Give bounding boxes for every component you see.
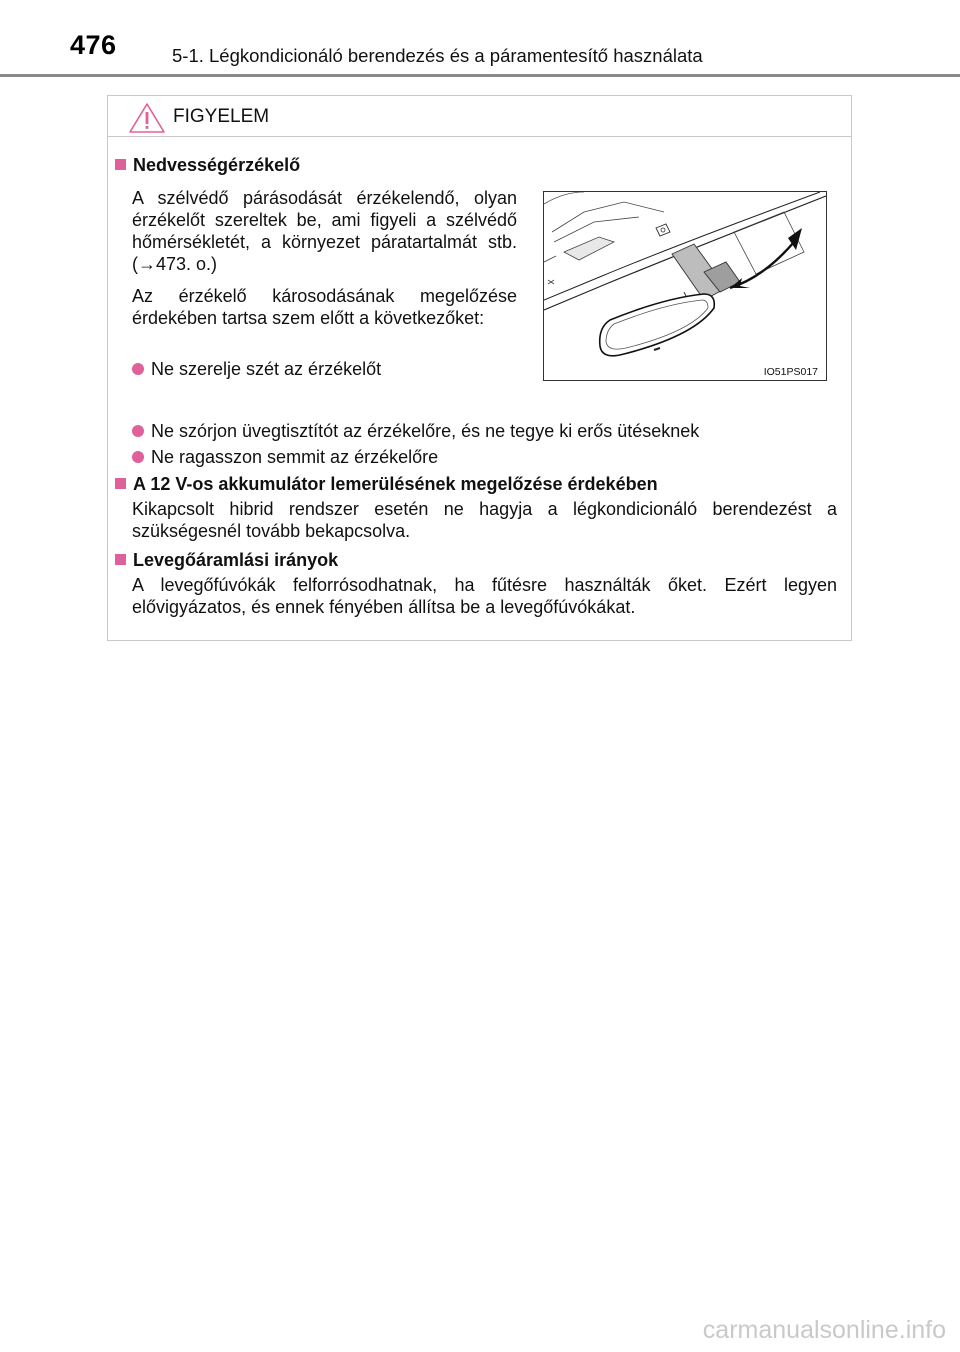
illustration-code: IO51PS017: [763, 366, 818, 378]
paragraph-sensor-description: A szélvédő párásodását érzékelendő, olyan érzékelőt szereltek be, ami figyeli a szélvédő hőmérsékletét, a környezet páratartalmát stb. (→473. o.): [132, 188, 517, 274]
bullet-item: Ne szerelje szét az érzékelőt: [132, 358, 381, 380]
sensor-illustration: [543, 191, 827, 381]
header-divider: [0, 74, 960, 77]
chapter-title: 5-1. Légkondicionáló berendezés és a páramentesítő használata: [172, 45, 703, 66]
watermark: carmanualsonline.info: [702, 1316, 946, 1344]
round-bullet-icon: [132, 363, 144, 375]
warning-header: [108, 96, 851, 137]
paragraph-battery: Kikapcsolt hibrid rendszer esetén ne hagyja a légkondicionáló berendezést a szükségesnél tovább bekapcsolva.: [132, 499, 837, 541]
paragraph-airflow: A levegőfúvókák felforrósodhatnak, ha fűtésre használták őket. Ezért legyen elővigyázatos, és ennek fényében állítsa be a levegőfúvókákat.: [132, 575, 837, 617]
page-number: 476: [70, 30, 117, 60]
square-bullet-icon: [115, 554, 126, 565]
warning-title: FIGYELEM: [173, 106, 270, 127]
section-heading-humidity-sensor: Nedvességérzékelő: [115, 154, 300, 176]
bullet-item: Ne ragasszon semmit az érzékelőre: [132, 446, 438, 468]
square-bullet-icon: [115, 478, 126, 489]
section-heading-battery: A 12 V-os akkumulátor lemerülésének megelőzése érdekében: [115, 473, 658, 495]
rearview-mirror-sensor-drawing: [544, 192, 826, 380]
round-bullet-icon: [132, 451, 144, 463]
warning-triangle-icon: [128, 102, 166, 134]
round-bullet-icon: [132, 425, 144, 437]
page-header: [0, 0, 960, 80]
paragraph-sensor-care: Az érzékelő károsodásának megelőzése érdekében tartsa szem előtt a következőket:: [132, 286, 517, 328]
section-heading-airflow: Levegőáramlási irányok: [115, 549, 338, 571]
square-bullet-icon: [115, 159, 126, 170]
bullet-item: Ne szórjon üvegtisztítót az érzékelőre, és ne tegye ki erős ütéseknek: [132, 420, 699, 442]
